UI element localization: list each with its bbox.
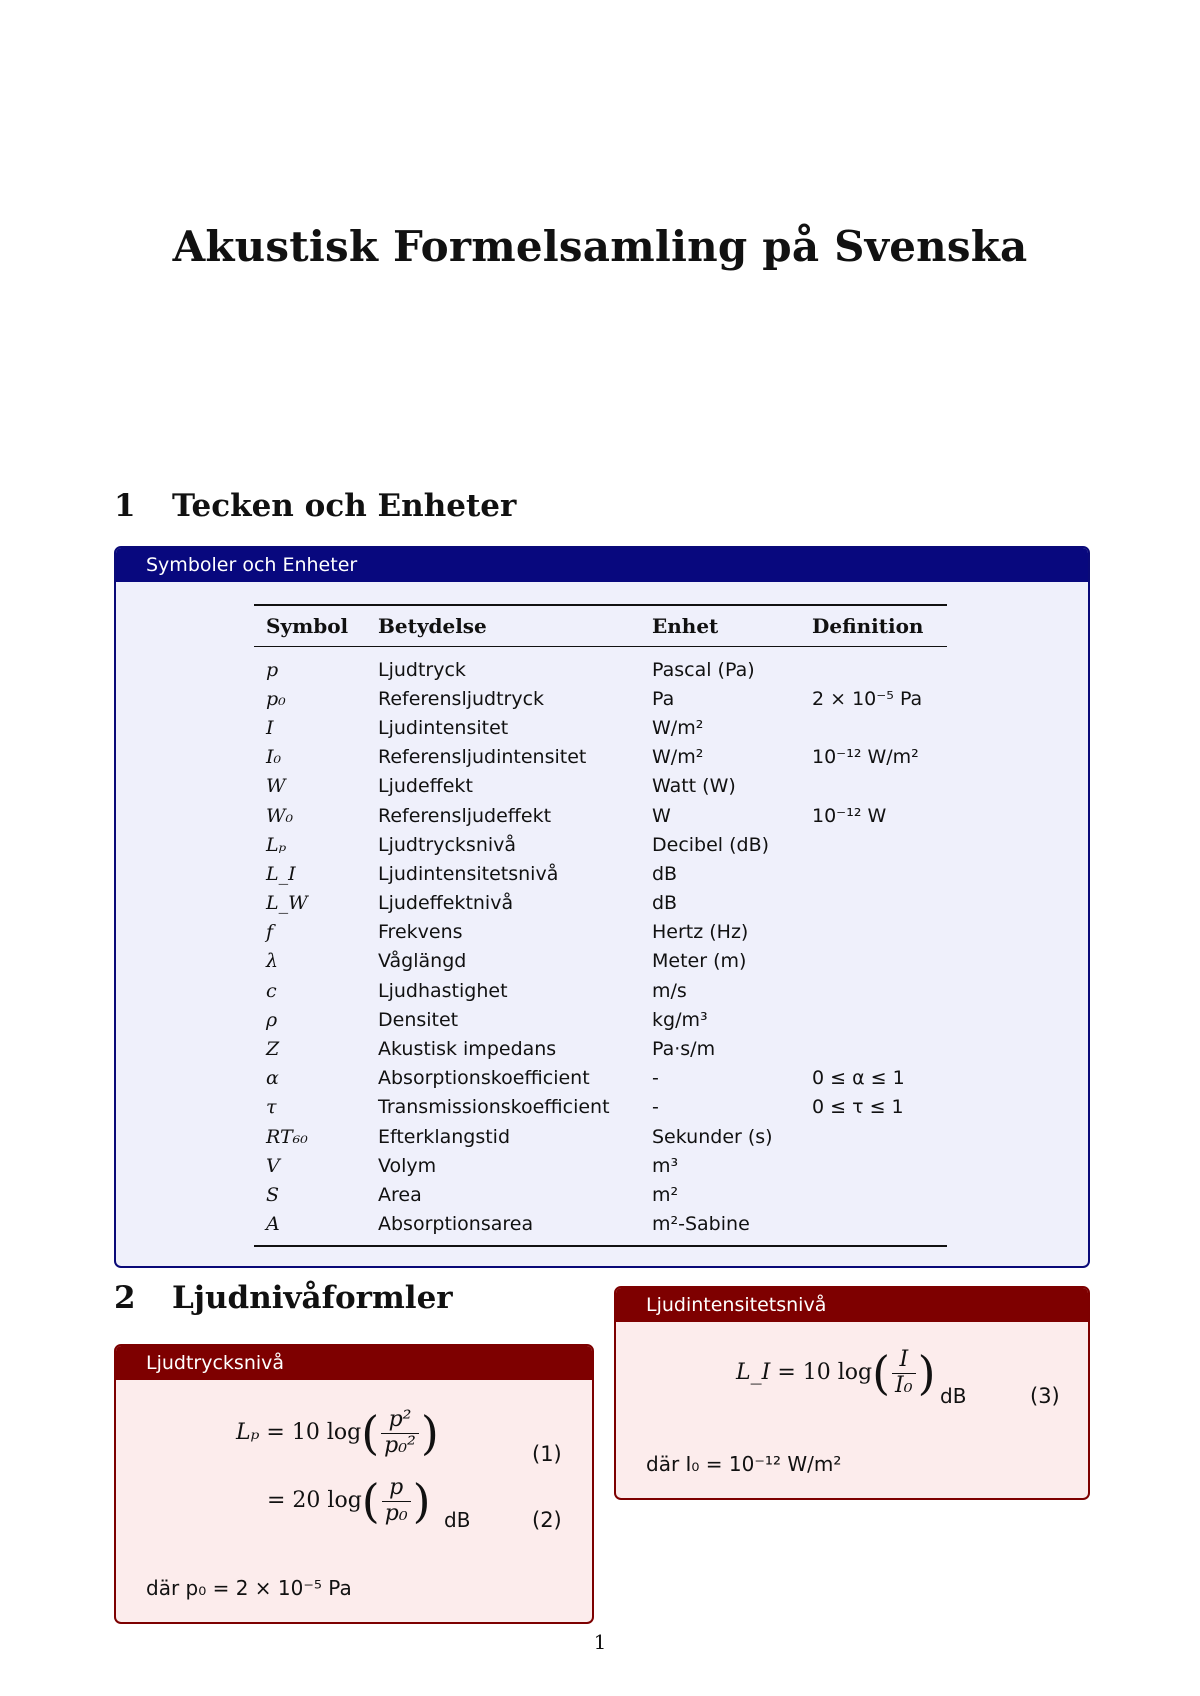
row-definition <box>800 918 947 947</box>
row-unit: Decibel (dB) <box>652 833 770 856</box>
row-symbol: f <box>266 921 274 944</box>
eq2-number: (2) <box>532 1508 562 1532</box>
section-heading-1 <box>114 488 516 524</box>
row-symbol: V <box>266 1154 280 1177</box>
symbols-box <box>114 546 1090 1268</box>
header-meaning: Betydelse <box>366 605 640 647</box>
row-unit: - <box>652 1096 659 1119</box>
table-row <box>254 801 947 830</box>
pressure-box-title: Ljudtrycksnivå <box>116 1346 592 1380</box>
row-meaning: Densitet <box>378 1008 459 1031</box>
row-symbol: λ <box>266 950 279 973</box>
table-row <box>254 947 947 976</box>
eq2-denominator: p₀ <box>384 1500 408 1526</box>
row-symbol: RT₆₀ <box>266 1125 308 1148</box>
row-definition <box>800 947 947 976</box>
row-unit: Pa <box>652 687 675 710</box>
header-unit: Enhet <box>640 605 800 647</box>
row-definition <box>800 1210 947 1246</box>
page-number: 1 <box>593 1630 607 1654</box>
row-symbol: I <box>266 716 274 739</box>
row-definition: 2 × 10⁻⁵ Pa <box>812 687 923 710</box>
row-unit: m/s <box>652 979 687 1002</box>
section-heading-2 <box>114 1280 453 1316</box>
table-row <box>254 830 947 859</box>
row-unit: W/m² <box>652 746 704 769</box>
table-row <box>254 684 947 713</box>
row-unit: W/m² <box>652 716 704 739</box>
row-symbol: L_I <box>266 862 296 885</box>
table-row <box>254 889 947 918</box>
table-row <box>254 918 947 947</box>
row-meaning: Volym <box>378 1154 437 1177</box>
row-unit: m² <box>652 1183 679 1206</box>
row-meaning: Ljudeffektnivå <box>378 892 514 915</box>
equation-1: Lₚ = 10 log( $\frac{\text{p²}}{\text{p₀²}}$ ) <box>236 1406 439 1460</box>
pressure-level-box <box>114 1344 594 1624</box>
section-title: Tecken och Enheter <box>172 488 517 524</box>
row-unit: Hertz (Hz) <box>652 921 749 944</box>
eq3-fraction <box>892 1348 916 1397</box>
table-row <box>254 976 947 1005</box>
row-unit: dB <box>652 892 678 915</box>
row-symbol: Z <box>266 1038 280 1061</box>
eq2-unit: dB <box>444 1508 471 1532</box>
row-unit: Meter (m) <box>652 950 747 973</box>
row-meaning: Absorptionskoefficient <box>378 1067 590 1090</box>
intensity-level-box <box>614 1286 1090 1500</box>
eq1-operator: = 10 log <box>266 1420 362 1445</box>
row-unit: Pa·s/m <box>652 1038 716 1061</box>
row-definition <box>800 830 947 859</box>
row-meaning: Ljudtryck <box>378 658 466 681</box>
row-symbol: I₀ <box>266 746 282 769</box>
row-definition <box>800 859 947 888</box>
row-meaning: Referensljudintensitet <box>378 746 587 769</box>
intensity-note: där I₀ = 10⁻¹² W/m² <box>646 1452 842 1476</box>
table-row <box>254 1034 947 1063</box>
section-title: Ljudnivåformler <box>172 1280 453 1316</box>
row-meaning: Absorptionsarea <box>366 1210 640 1246</box>
eq1-number: (1) <box>532 1442 562 1466</box>
row-definition <box>800 1005 947 1034</box>
eq3-lhs: L_I <box>736 1360 771 1385</box>
row-unit: dB <box>652 862 678 885</box>
row-meaning: Ljudeffekt <box>378 775 473 798</box>
row-definition <box>800 772 947 801</box>
table-row <box>254 1210 947 1246</box>
table-row <box>254 1122 947 1151</box>
header-definition: Definition <box>800 605 947 647</box>
row-symbol: S <box>266 1183 280 1206</box>
row-symbol: W <box>266 775 286 798</box>
row-meaning: Frekvens <box>378 921 463 944</box>
row-unit: Pascal (Pa) <box>652 658 755 681</box>
symbols-table-body <box>254 647 947 1246</box>
row-symbol: τ <box>266 1096 277 1119</box>
eq1-denominator: p₀² <box>384 1432 416 1458</box>
eq3-operator: = 10 log <box>777 1360 873 1385</box>
row-symbol: α <box>266 1067 279 1090</box>
eq1-lhs: Lₚ <box>236 1420 260 1445</box>
row-meaning: Transmissionskoefficient <box>378 1096 610 1119</box>
table-row <box>254 743 947 772</box>
eq2-numerator: p <box>382 1476 411 1501</box>
intensity-box-title: Ljudintensitetsnivå <box>616 1288 1088 1322</box>
row-symbol: c <box>266 979 277 1002</box>
eq2-fraction <box>382 1476 411 1525</box>
eq2-operator: = 20 log <box>267 1488 362 1513</box>
row-symbol: W₀ <box>266 804 294 827</box>
section-number: 2 <box>114 1280 136 1316</box>
row-meaning: Våglängd <box>378 950 467 973</box>
table-row <box>254 772 947 801</box>
row-meaning: Akustisk impedans <box>378 1038 557 1061</box>
symbols-box-title: Symboler och Enheter <box>116 548 1088 582</box>
row-definition <box>800 713 947 742</box>
row-definition: 0 ≤ α ≤ 1 <box>812 1067 905 1090</box>
table-row <box>254 647 947 685</box>
row-definition <box>800 1180 947 1209</box>
row-unit: m²-Sabine <box>640 1210 800 1246</box>
eq3-denominator: I₀ <box>895 1372 913 1398</box>
eq3-number: (3) <box>1030 1384 1060 1408</box>
table-row <box>254 1151 947 1180</box>
row-definition <box>800 1122 947 1151</box>
row-meaning: Referensljudtryck <box>378 687 545 710</box>
row-meaning: Ljudintensitetsnivå <box>378 862 559 885</box>
row-unit: - <box>652 1067 659 1090</box>
pressure-note: där p₀ = 2 × 10⁻⁵ Pa <box>146 1576 352 1600</box>
row-definition <box>800 889 947 918</box>
table-row <box>254 1093 947 1122</box>
row-unit: Watt (W) <box>652 775 736 798</box>
table-row <box>254 713 947 742</box>
row-symbol: p <box>266 658 279 681</box>
row-symbol: L_W <box>266 892 308 915</box>
row-definition: 10⁻¹² W <box>812 804 887 827</box>
page-title: Akustisk Formelsamling på Svenska <box>172 222 1028 271</box>
equation-2: = 20 log( $\frac{p}{\text{p₀}}$ ) <box>267 1474 431 1528</box>
row-meaning: Ljudhastighet <box>378 979 508 1002</box>
row-definition: 0 ≤ τ ≤ 1 <box>812 1096 904 1119</box>
row-meaning: Ljudtrycksnivå <box>378 833 517 856</box>
row-symbol: ρ <box>266 1008 278 1031</box>
row-unit: W <box>652 804 671 827</box>
eq1-fraction <box>381 1408 419 1457</box>
row-symbol: Lₚ <box>266 833 287 856</box>
equation-3: L_I = 10 log( $\frac{I}{\text{I₀}}$ ) <box>736 1346 936 1400</box>
row-unit: kg/m³ <box>652 1008 708 1031</box>
row-definition <box>800 647 947 685</box>
row-definition: 10⁻¹² W/m² <box>812 746 919 769</box>
row-symbol: A <box>254 1210 366 1246</box>
header-symbol: Symbol <box>254 605 366 647</box>
row-meaning: Referensljudeffekt <box>378 804 552 827</box>
row-symbol: p₀ <box>266 687 286 710</box>
eq3-numerator: I <box>892 1348 916 1373</box>
row-definition <box>800 1151 947 1180</box>
table-row <box>254 859 947 888</box>
row-meaning: Area <box>378 1183 422 1206</box>
table-row <box>254 1005 947 1034</box>
symbols-table <box>254 604 947 1247</box>
table-row <box>254 1180 947 1209</box>
row-unit: Sekunder (s) <box>652 1125 773 1148</box>
eq3-unit: dB <box>940 1384 967 1408</box>
row-definition <box>800 1034 947 1063</box>
row-definition <box>800 976 947 1005</box>
row-meaning: Efterklangstid <box>378 1125 511 1148</box>
table-header-row <box>254 605 947 647</box>
section-number: 1 <box>114 488 136 524</box>
table-row <box>254 1064 947 1093</box>
row-meaning: Ljudintensitet <box>378 716 509 739</box>
row-unit: m³ <box>652 1154 679 1177</box>
eq1-numerator: p² <box>381 1408 419 1433</box>
